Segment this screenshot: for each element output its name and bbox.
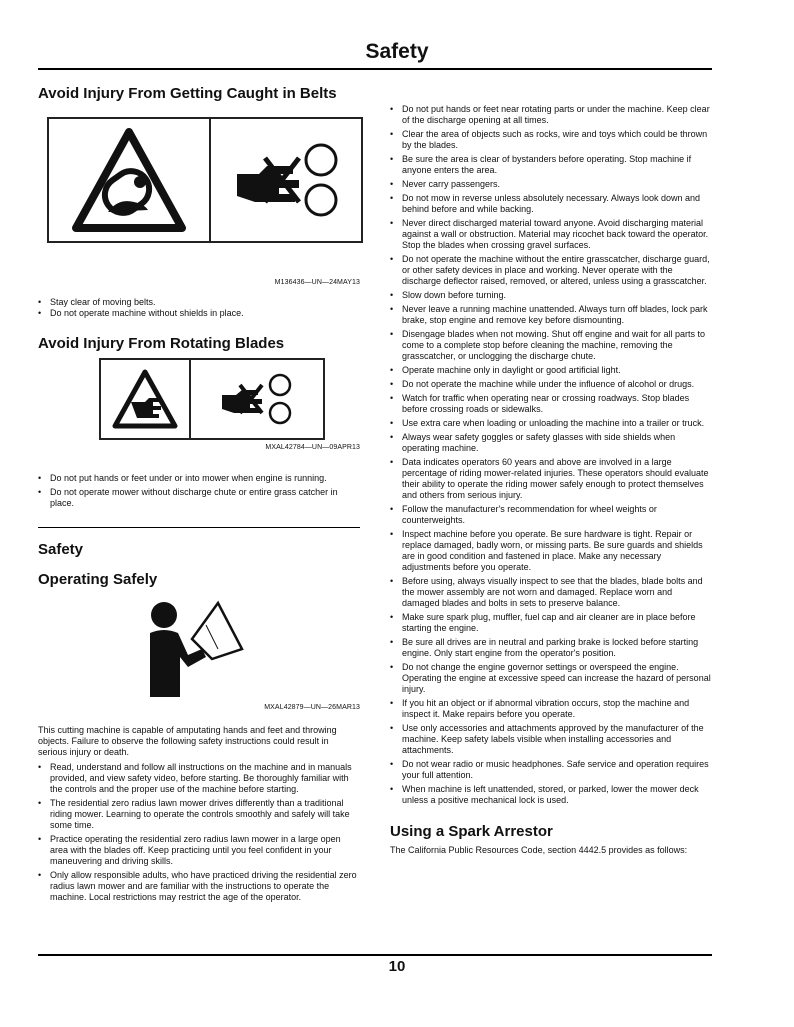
list-item: • Do not operate mower without discharge chute or entire grass catcher in place. [38,487,360,509]
list-item: • Be sure all drives are in neutral and parking brake is locked before starting engine. Only start engine from the operator's position. [390,637,712,659]
list-item: • Read, understand and follow all instructions on the machine and in manuals provided, and view safety video, before starting. Be thoroughly familiar with the controls and the proper use of the machine before starting. [38,762,360,795]
list-item: • The residential zero radius lawn mower drives differently than a traditional riding mower. Learning to operate the controls smoothly and safely will take some time. [38,798,360,831]
list-item: • Do not change the engine governor settings or overspeed the engine. Operating the engine at excessive speed can increase the hazard of personal injury. [390,662,712,695]
spark-arrestor-heading: Using a Spark Arrestor [390,823,553,840]
blades-bullet-list [38,473,360,509]
list-item: • Follow the manufacturer's recommendation for wheel weights or counterweights. [390,504,712,526]
page-number: 10 [388,958,406,975]
list-item: • Operate machine only in daylight or good artificial light. [390,365,712,376]
list-item: • Be sure the area is clear of bystanders before operating. Stop machine if anyone enters the area. [390,154,712,176]
operating-safely-heading: Operating Safely [38,571,158,588]
list-item: • Use extra care when loading or unloading the machine into a trailer or truck. [390,418,712,429]
belts-figure [38,103,360,286]
list-item: • Use only accessories and attachments approved by the manufacturer of the machine. Keep safety labels visible when installing accessories and attachments. [390,723,712,756]
list-item: • Do not operate machine without shields in place. [38,308,360,319]
page-header-title: Safety [365,40,429,63]
left-column [38,76,360,903]
list-item: • Data indicates operators 60 years and above are involved in a large percentage of riding mower-related injuries. These operators should evaluate their ability to operate the riding mower safely enough to protect themselves and others from serious injury. [390,457,712,501]
list-item: • When machine is left unattended, stored, or parked, lower the mower deck unless a positive mechanical lock is used. [390,784,712,806]
belts-figure-id: M136436—UN—24MAY13 [274,279,360,286]
list-item: • Never carry passengers. [390,179,712,190]
list-item: • Never leave a running machine unattended. Always turn off blades, lock park brake, stop engine and remove key before dismounting. [390,304,712,326]
spark-arrestor-text: The California Public Resources Code, section 4442.5 provides as follows: [390,845,688,855]
list-item: • Never direct discharged material toward anyone. Avoid discharging material against a wall or obstruction. Material may ricochet back toward the operator. Stop the blades when crossing gravel surfaces. [390,218,712,251]
list-item: • Do not operate the machine while under the influence of alcohol or drugs. [390,379,712,390]
belt-hazard-warning-icon [49,119,211,241]
list-item: • Before using, always visually inspect to see that the blades, blade bolts and the mower assembly are not worn and damaged. Replace worn and damaged blades and bolts in sets to preserve balance. [390,576,712,609]
list-item: • Slow down before turning. [390,290,712,301]
list-item: • Inspect machine before you operate. Be sure hardware is tight. Repair or replace damaged, badly worn, or missing parts. Be sure guards and shields are in good condition and fastened in place. Make any necessary adjustments before you operate. [390,529,712,573]
list-item: • Disengage blades when not mowing. Shut off engine and wait for all parts to come to a complete stop before cleaning the machine, removing the grasscatcher, or unclogging the discharge chute. [390,329,712,362]
right-column [390,104,712,856]
footer-rule [38,954,712,956]
blade-hazard-warning-icon [101,360,191,438]
section-divider [38,527,360,528]
operator-manual-figure [38,589,360,713]
blades-figure-id: MXAL42784—UN—09APR13 [265,444,360,451]
list-item: • Practice operating the residential zero radius lawn mower in a large open area with the blades off. Keep practicing until you feel confident in your maneuvering and driving skills. [38,834,360,867]
header-rule [38,68,712,70]
operator-figure-id: MXAL42879—UN—26MAR13 [264,704,360,711]
list-item: • Do not wear radio or music headphones. Safe service and operation requires your full attention. [390,759,712,781]
blades-heading: Avoid Injury From Rotating Blades [38,335,285,352]
list-item: • If you hit an object or if abnormal vibration occurs, stop the machine and inspect it. Make repairs before you operate. [390,698,712,720]
list-item: • Always wear safety goggles or safety glasses with side shields when operating machine. [390,432,712,454]
list-item: • Do not put hands or feet under or into mower when engine is running. [38,473,360,484]
list-item: • Do not mow in reverse unless absolutely necessary. Always look down and behind before and while backing. [390,193,712,215]
belts-bullet-list [38,297,360,319]
hand-blade-warning-icon [191,360,323,438]
hand-shield-warning-icon [211,119,361,241]
safety-bullets-right [390,104,712,806]
belts-safety-label [47,117,363,243]
list-item: • Clear the area of objects such as rocks, wire and toys which could be thrown by the blades. [390,129,712,151]
list-item: • Only allow responsible adults, who have practiced driving the residential zero radius lawn mower and are familiar with the instructions to operate the machine. Local restrictions may restrict the age of the operator. [38,870,360,903]
blades-safety-label [99,358,325,440]
belts-heading: Avoid Injury From Getting Caught in Belts [38,85,337,102]
blades-figure [38,353,360,463]
list-item: • Do not operate the machine without the entire grasscatcher, discharge guard, or other safety devices in place and working. Never operate with the discharge deflector raised, removed, or altered, unless using a grasscatcher. [390,254,712,287]
safety-bullets-left [38,762,360,903]
list-item: • Watch for traffic when operating near or crossing roadways. Stop blades before crossing roads or sidewalks. [390,393,712,415]
list-item: • Stay clear of moving belts. [38,297,360,308]
list-item: • Do not put hands or feet near rotating parts or under the machine. Keep clear of the discharge opening at all times. [390,104,712,126]
operator-reading-manual-icon [144,599,244,699]
list-item: • Make sure spark plug, muffler, fuel cap and air cleaner are in place before starting the engine. [390,612,712,634]
safety-intro: This cutting machine is capable of amputating hands and feet and throwing objects. Failure to observe the following safety instructions could result in serious injury or death. [38,725,337,757]
safety-heading: Safety [38,541,84,558]
